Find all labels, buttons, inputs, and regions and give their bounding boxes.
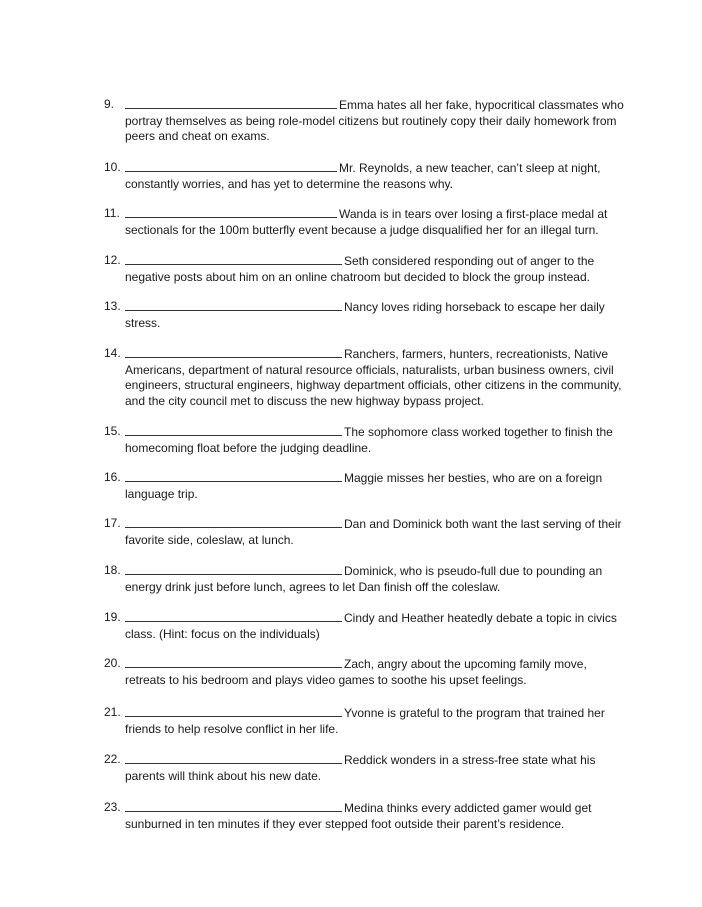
- question-number: 9.: [104, 97, 115, 111]
- question-number: 16.: [104, 470, 121, 484]
- question-20: [104, 656, 624, 688]
- question-number: 18.: [104, 563, 121, 577]
- question-text: The sophomore class worked together to finish the homecoming float before the judging deadline.: [125, 425, 613, 455]
- question-14: [104, 346, 624, 409]
- answer-blank[interactable]: [125, 160, 337, 172]
- question-15: [104, 424, 624, 456]
- answer-blank[interactable]: [125, 253, 342, 265]
- answer-blank[interactable]: [125, 470, 342, 482]
- question-number: 23.: [104, 800, 121, 814]
- question-text: Ranchers, farmers, hunters, recreationists, Native Americans, department of natural resource officials, naturalists, urban business owners, civil engineers, structural engineers, highway department officials, other citizens in the community, and the city council met to discuss the new highway bypass project.: [125, 347, 622, 408]
- question-text: Yvonne is grateful to the program that trained her friends to help resolve conflict in her life.: [125, 706, 605, 736]
- question-23: [104, 800, 624, 832]
- question-16: [104, 470, 624, 502]
- question-9: [104, 97, 624, 145]
- question-text: Dominick, who is pseudo-full due to pounding an energy drink just before lunch, agrees to let Dan finish off the coleslaw.: [125, 564, 603, 594]
- question-21: [104, 705, 624, 737]
- answer-blank[interactable]: [125, 346, 342, 358]
- answer-blank[interactable]: [125, 299, 342, 311]
- answer-blank[interactable]: [125, 424, 342, 436]
- question-number: 13.: [104, 299, 121, 313]
- answer-blank[interactable]: [125, 516, 342, 528]
- question-number: 10.: [104, 160, 121, 174]
- question-text: Mr. Reynolds, a new teacher, can’t sleep at night, constantly worries, and has yet to determine the reasons why.: [125, 161, 601, 191]
- answer-blank[interactable]: [125, 206, 337, 218]
- question-18: [104, 563, 624, 595]
- question-number: 17.: [104, 516, 121, 530]
- answer-blank[interactable]: [125, 97, 337, 109]
- question-number: 14.: [104, 346, 121, 360]
- question-number: 12.: [104, 253, 121, 267]
- question-text: Zach, angry about the upcoming family move, retreats to his bedroom and plays video games to soothe his upset feelings.: [125, 657, 587, 687]
- question-number: 11.: [104, 206, 120, 220]
- answer-blank[interactable]: [125, 800, 342, 812]
- question-text: Dan and Dominick both want the last serving of their favorite side, coleslaw, at lunch.: [125, 517, 622, 547]
- question-number: 22.: [104, 752, 121, 766]
- answer-blank[interactable]: [125, 656, 342, 668]
- question-11: [104, 206, 624, 238]
- question-13: [104, 299, 624, 331]
- question-text: Maggie misses her besties, who are on a foreign language trip.: [125, 471, 603, 501]
- question-text: Reddick wonders in a stress-free state what his parents will think about his new date.: [125, 753, 596, 783]
- question-text: Nancy loves riding horseback to escape her daily stress.: [125, 300, 605, 330]
- question-10: [104, 160, 624, 192]
- question-text: Cindy and Heather heatedly debate a topic in civics class. (Hint: focus on the individuals): [125, 611, 617, 641]
- question-text: Emma hates all her fake, hypocritical classmates who portray themselves as being role-model citizens but routinely copy their daily homework from peers and cheat on exams.: [125, 98, 624, 144]
- answer-blank[interactable]: [125, 563, 342, 575]
- answer-blank[interactable]: [125, 705, 342, 717]
- question-12: [104, 253, 624, 285]
- question-number: 19.: [104, 610, 121, 624]
- question-17: [104, 516, 624, 548]
- question-text: Medina thinks every addicted gamer would get sunburned in ten minutes if they ever stepped foot outside their parent’s residence.: [125, 801, 592, 831]
- answer-blank[interactable]: [125, 610, 342, 622]
- question-19: [104, 610, 624, 642]
- answer-blank[interactable]: [125, 752, 342, 764]
- question-text: Wanda is in tears over losing a first-place medal at sectionals for the 100m butterfly event because a judge disqualified her for an illegal turn.: [125, 207, 608, 237]
- question-text: Seth considered responding out of anger to the negative posts about him on an online chatroom but decided to block the group instead.: [125, 254, 595, 284]
- question-22: [104, 752, 624, 784]
- question-number: 15.: [104, 424, 121, 438]
- question-number: 20.: [104, 656, 121, 670]
- question-number: 21.: [104, 705, 121, 719]
